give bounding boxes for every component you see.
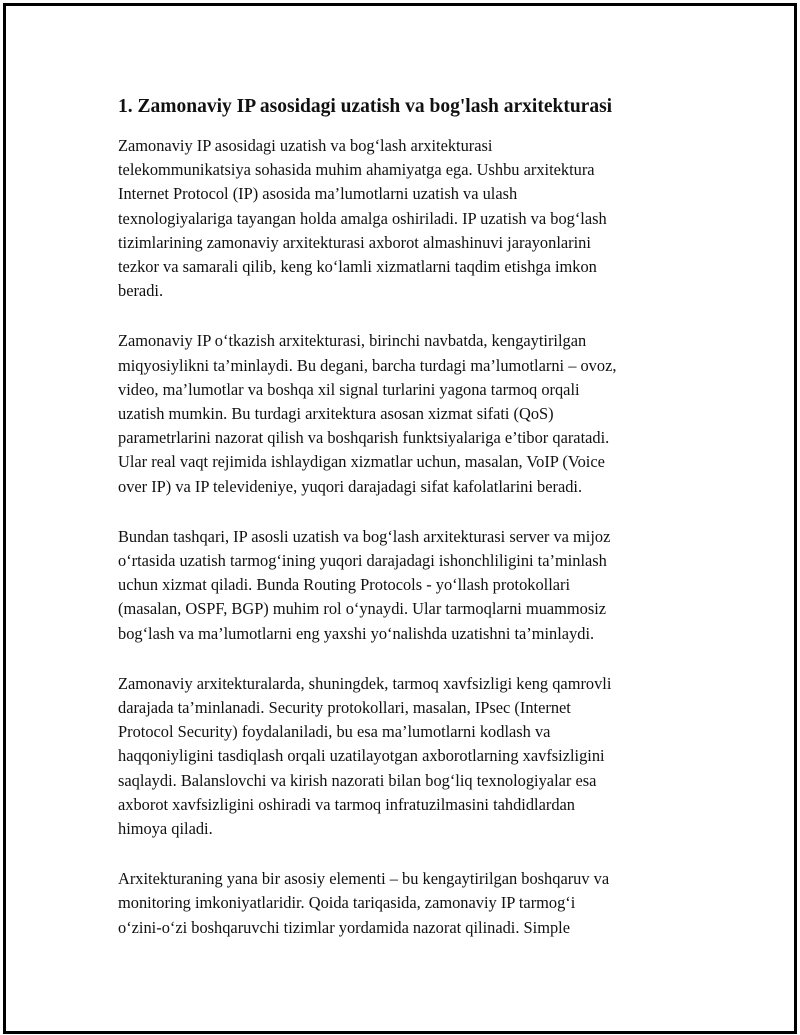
text-line: beradi. — [118, 281, 164, 301]
text-line: parametrlarini nazorat qilish va boshqarish funktsiyalariga e’tibor qaratadi. — [118, 428, 610, 448]
text-line: darajada ta’minlanadi. Security protokollari, masalan, IPsec (Internet — [118, 698, 571, 718]
paragraph-4 — [118, 672, 688, 841]
text-line: o‘rtasida uzatish tarmog‘ining yuqori darajadagi ishonchliligini ta’minlash — [118, 551, 607, 571]
text-line: texnologiyalariga tayangan holda amalga oshiriladi. IP uzatish va bog‘lash — [118, 208, 607, 228]
text-line: over IP) va IP televideniye, yuqori darajadagi sifat kafolatlarini beradi. — [118, 476, 583, 496]
text-line: uchun xizmat qiladi. Bunda Routing Protocols - yo‘llash protokollari — [118, 575, 571, 595]
text-line: Zamonaviy IP o‘tkazish arxitekturasi, birinchi navbatda, kengaytirilgan — [118, 331, 587, 351]
section-heading: 1. Zamonaviy IP asosidagi uzatish va bog'lash arxitekturasi — [118, 96, 613, 117]
text-line: miqyosiylikni ta’minlaydi. Bu degani, barcha turdagi ma’lumotlarni – ovoz, — [118, 355, 617, 375]
paragraph-5 — [118, 867, 688, 940]
text-line: Bundan tashqari, IP asosli uzatish va bog‘lash arxitekturasi server va mijoz — [118, 526, 611, 546]
text-line: Protocol Security) foydalaniladi, bu esa ma’lumotlarni kodlash va — [118, 722, 551, 742]
text-line: Zamonaviy IP asosidagi uzatish va bog‘lash arxitekturasi — [118, 136, 493, 155]
paragraph-1 — [118, 134, 688, 303]
text-line: video, ma’lumotlar va boshqa xil signal turlarini yagona tarmoq orqali — [118, 379, 580, 399]
text-line: tizimlarining zamonaviy arxitekturasi axborot almashinuvi jarayonlarini — [118, 232, 591, 252]
text-line: telekommunikatsiya sohasida muhim ahamiyatga ega. Ushbu arxitektura — [118, 160, 595, 180]
text-line: Arxitekturaning yana bir asosiy elementi – bu kengaytirilgan boshqaruv va — [118, 869, 610, 889]
text-line: Zamonaviy arxitekturalarda, shuningdek, tarmoq xavfsizligi keng qamrovli — [118, 673, 612, 693]
text-line: axborot xavfsizligini oshiradi va tarmoq infratuzilmasini tahdidlardan — [118, 794, 575, 814]
text-line: bog‘lash va ma’lumotlarni eng yaxshi yo‘nalishda uzatishni ta’minlaydi. — [118, 623, 595, 643]
text-line: tezkor va samarali qilib, keng ko‘lamli xizmatlarni taqdim etishga imkon — [118, 257, 597, 277]
document-body — [118, 94, 688, 966]
text-line: o‘zini-o‘zi boshqaruvchi tizimlar yordamida nazorat qilinadi. Simple — [118, 917, 570, 937]
text-line: haqqoniyligini tasdiqlash orqali uzatilayotgan axborotlarning xavfsizligini — [118, 746, 605, 766]
paragraph-2 — [118, 329, 688, 498]
text-line: (masalan, OSPF, BGP) muhim rol o‘ynaydi. Ular tarmoqlarni muammosiz — [118, 599, 607, 619]
text-line: himoya qiladi. — [118, 819, 213, 839]
paragraph-3 — [118, 525, 688, 646]
text-line: uzatish mumkin. Bu turdagi arxitektura asosan xizmat sifati (QoS) — [118, 404, 554, 424]
text-line: monitoring imkoniyatlaridir. Qoida tariqasida, zamonaviy IP tarmog‘i — [118, 893, 576, 913]
text-line: saqlaydi. Balanslovchi va kirish nazorati bilan bog‘liq texnologiyalar esa — [118, 770, 597, 790]
text-line: Ular real vaqt rejimida ishlaydigan xizmatlar uchun, masalan, VoIP (Voice — [118, 452, 605, 472]
text-line: Internet Protocol (IP) asosida ma’lumotlarni uzatish va ulash — [118, 184, 518, 204]
